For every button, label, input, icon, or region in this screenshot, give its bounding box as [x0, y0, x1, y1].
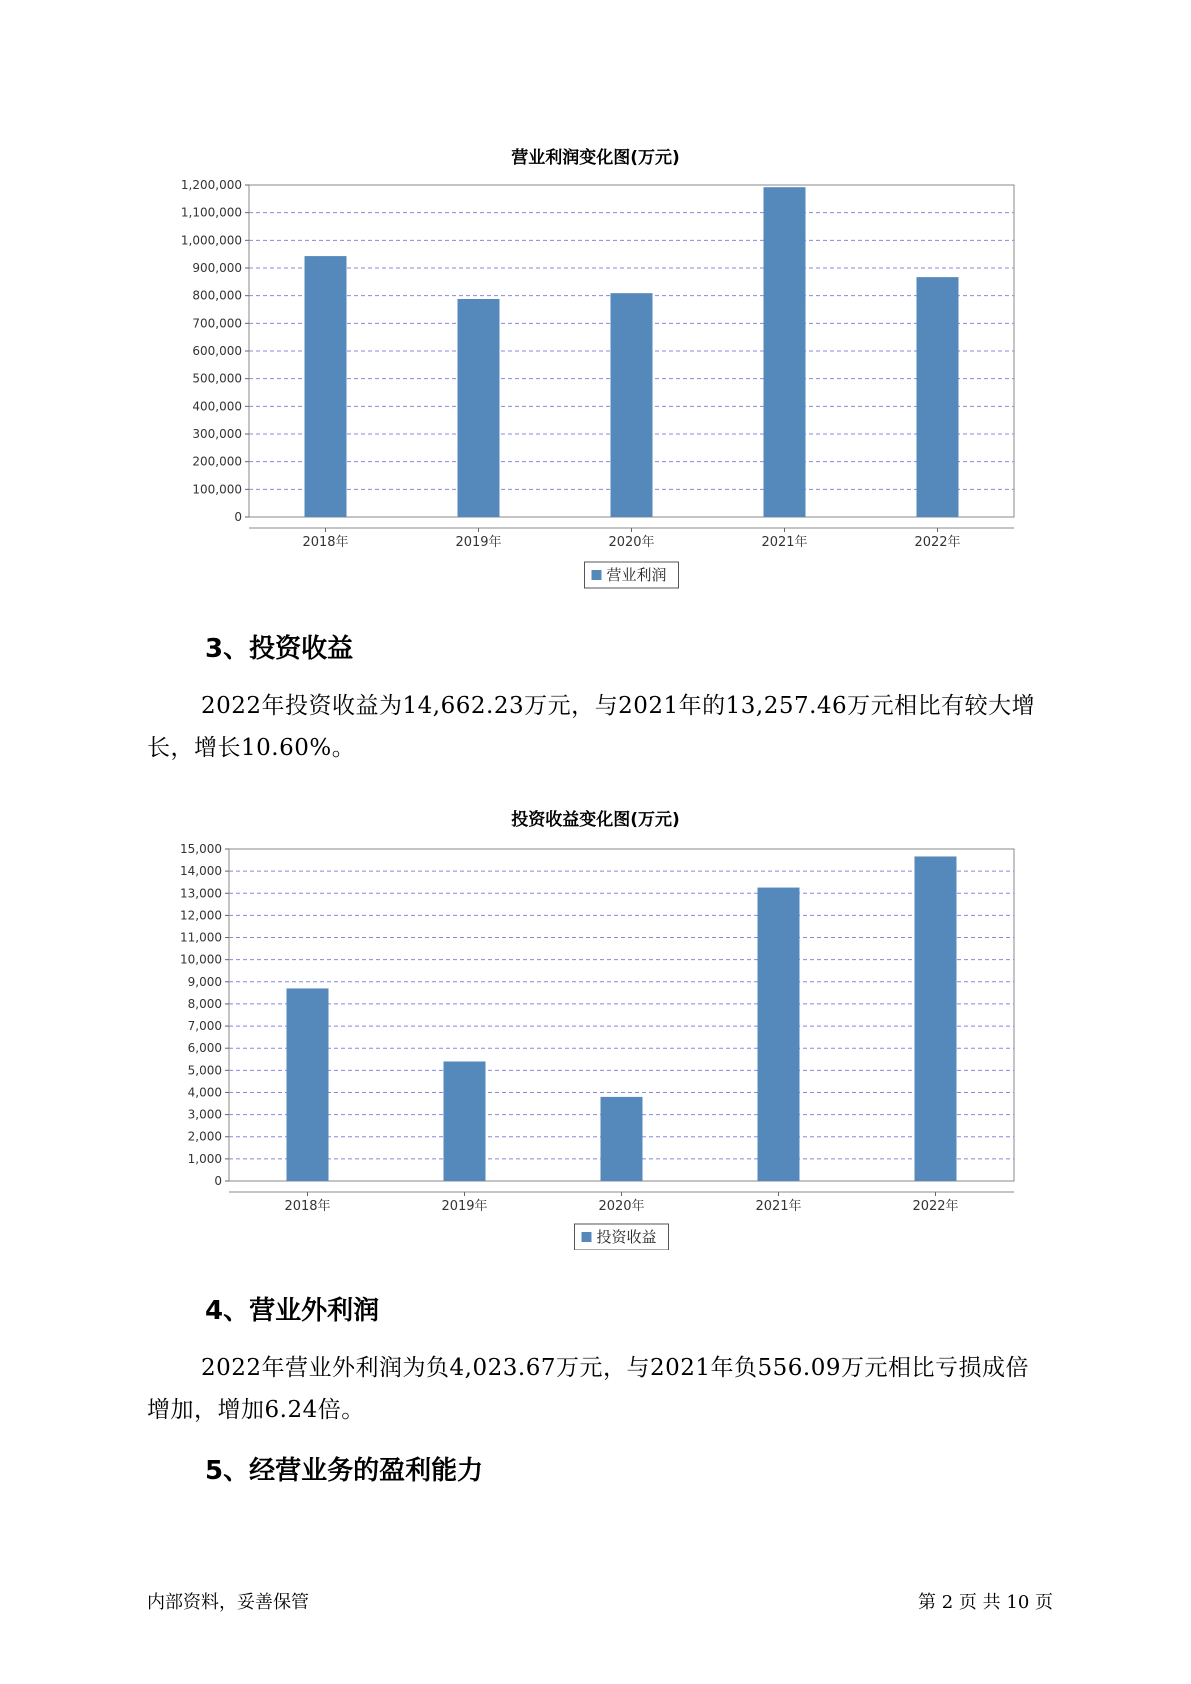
legend-swatch: [582, 1232, 592, 1242]
bar: [758, 888, 800, 1181]
y-tick-label: 600,000: [192, 344, 242, 358]
x-tick-label: 2022年: [914, 535, 961, 550]
x-tick-label: 2019年: [455, 535, 502, 550]
paragraph: 2022年投资收益为14,662.23万元，与2021年的13,257.46万元相比有较大增长，增长10.60%。: [147, 693, 1036, 761]
y-tick-label: 12,000: [180, 908, 222, 923]
bar: [287, 988, 329, 1181]
operating-profit-chart: [0, 170, 1191, 620]
bar: [917, 277, 959, 517]
x-tick-label: 2018年: [284, 1199, 331, 1214]
y-tick-label: 6,000: [187, 1041, 222, 1056]
x-tick-label: 2022年: [912, 1199, 959, 1214]
x-tick-label: 2020年: [598, 1199, 645, 1214]
y-tick-label: 200,000: [192, 454, 242, 469]
y-tick-label: 5,000: [187, 1063, 222, 1078]
legend-label: 投资收益: [596, 1228, 657, 1246]
section-heading: 3、投资收益: [205, 634, 354, 664]
y-tick-label: 15,000: [180, 842, 222, 856]
y-tick-label: 1,000: [187, 1151, 222, 1166]
y-tick-label: 4,000: [187, 1085, 222, 1100]
x-tick-label: 2019年: [441, 1199, 488, 1214]
y-tick-label: 7,000: [187, 1019, 222, 1034]
section-heading: 5、经营业务的盈利能力: [205, 1456, 484, 1486]
paragraph: 2022年营业外利润为负4,023.67万元，与2021年负556.09万元相比亏损成倍增加，增加6.24倍。: [147, 1355, 1029, 1423]
bar: [458, 299, 500, 517]
y-tick-label: 9,000: [187, 974, 222, 989]
bar: [444, 1061, 486, 1181]
y-tick-label: 1,200,000: [180, 178, 242, 192]
legend-swatch: [592, 570, 602, 580]
y-tick-label: 0: [234, 510, 242, 524]
y-tick-label: 0: [214, 1174, 222, 1188]
x-tick-label: 2018年: [302, 535, 349, 550]
y-tick-label: 3,000: [187, 1107, 222, 1122]
x-tick-label: 2021年: [761, 535, 808, 550]
x-tick-label: 2021年: [755, 1199, 802, 1214]
y-tick-label: 300,000: [192, 427, 242, 441]
y-tick-label: 10,000: [180, 952, 222, 967]
section-heading: 4、营业外利润: [205, 1296, 380, 1326]
y-tick-label: 1,100,000: [180, 205, 242, 220]
y-tick-label: 8,000: [187, 996, 222, 1011]
y-tick-label: 700,000: [192, 316, 242, 331]
investment-income-chart: [0, 830, 1191, 1250]
page-number: 第 2 页 共 10 页: [918, 1592, 1053, 1613]
y-tick-label: 11,000: [180, 930, 222, 945]
y-tick-label: 1,000,000: [180, 233, 242, 248]
y-tick-label: 800,000: [192, 288, 242, 303]
bar: [764, 187, 806, 517]
y-tick-label: 13,000: [180, 886, 222, 901]
chart-title: 营业利润变化图(万元): [511, 148, 680, 168]
bar: [601, 1097, 643, 1181]
y-tick-label: 2,000: [187, 1129, 222, 1144]
x-tick-label: 2020年: [608, 535, 655, 550]
bar: [611, 293, 653, 517]
bar: [305, 256, 347, 517]
chart-title: 投资收益变化图(万元): [511, 810, 680, 830]
y-tick-label: 100,000: [192, 482, 242, 497]
y-tick-label: 14,000: [180, 864, 222, 879]
y-tick-label: 900,000: [192, 261, 242, 275]
y-tick-label: 500,000: [192, 371, 242, 386]
legend-label: 营业利润: [606, 566, 667, 584]
y-tick-label: 400,000: [192, 399, 242, 414]
bar: [915, 856, 957, 1181]
footer-left: 内部资料，妥善保管: [147, 1592, 309, 1613]
